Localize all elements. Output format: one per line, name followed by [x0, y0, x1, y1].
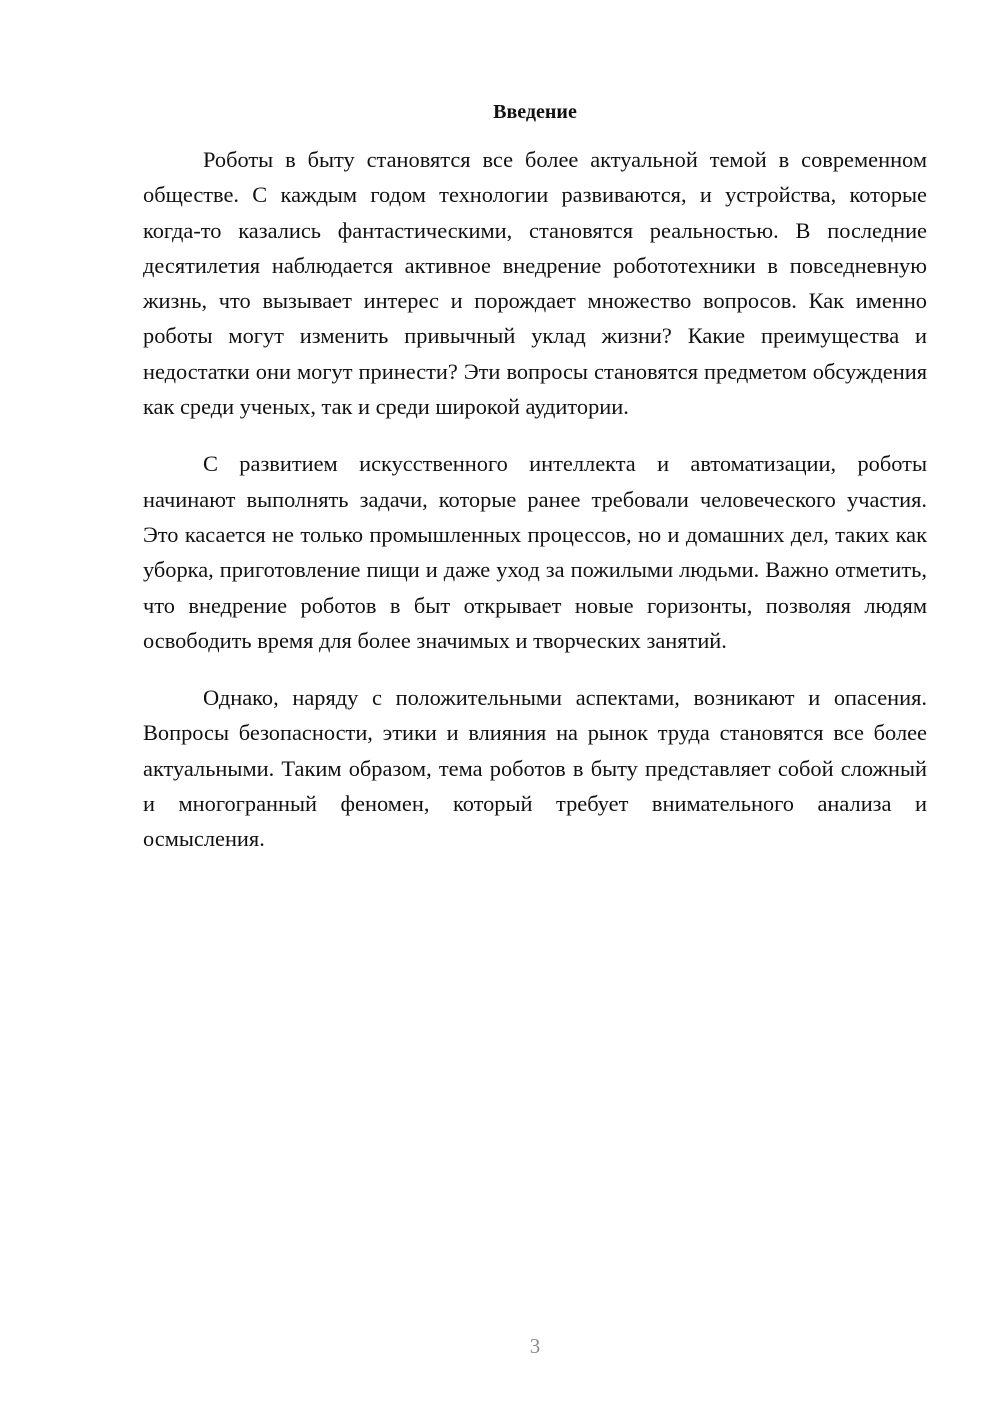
section-title: Введение [493, 101, 577, 123]
paragraph-3: Однако, наряду с положительными аспектами, возникают и опасения. Вопросы безопасности, этики и влияния на рынок труда становятся все более актуальными. Таким образом, тема роботов в быту представляет собой сложный и многогранный феномен, который требует внимательного анализа и осмысления. [143, 685, 927, 852]
document-body [143, 142, 927, 879]
paragraph-2: С развитием искусственного интеллекта и автоматизации, роботы начинают выполнять задачи, которые ранее требовали человеческого участия. Это касается не только промышленных процессов, но и домашних дел, таких как уборка, приготовление пищи и даже уход за пожилыми людьми. Важно отметить, что внедрение роботов в быт открывает новые горизонты, позволяя людям освободить время для более значимых и творческих занятий. [143, 451, 927, 653]
page-number: 3 [529, 1334, 541, 1358]
paragraph-1: Роботы в быту становятся все более актуальной темой в современном обществе. С каждым годом технологии развиваются, и устройства, которые когда-то казались фантастическими, становятся реальностью. В последние десятилетия наблюдается активное внедрение робототехники в повседневную жизнь, что вызывает интерес и порождает множество вопросов. Как именно роботы могут изменить привычный уклад жизни? Какие преимущества и недостатки они могут принести? Эти вопросы становятся предметом обсуждения как среди ученых, так и среди широкой аудитории. [143, 147, 927, 420]
